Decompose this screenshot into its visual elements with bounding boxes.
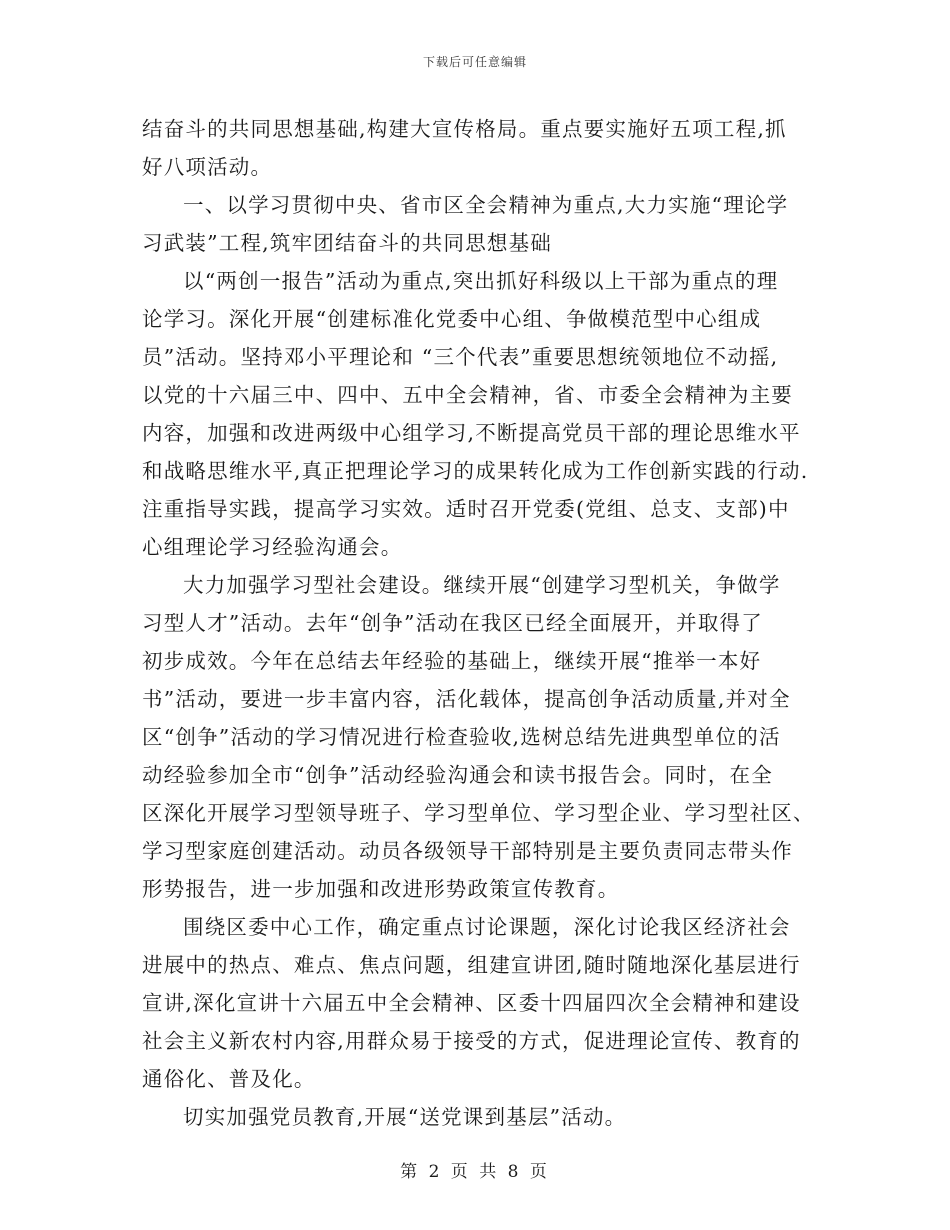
paragraph-line: 围绕区委中心工作，确定重点讨论课题，深化讨论我区经济社会 (183, 915, 791, 939)
paragraph-line: 大力加强学习型社会建设。继续开展“创建学习型机关，争做学 (183, 573, 781, 597)
section-heading-line: 习武装”工程,筑牢团结奋斗的共同思想基础 (142, 231, 552, 255)
paragraph-line: 学习型家庭创建活动。动员各级领导干部特别是主要负责同志带头作 (142, 839, 793, 863)
paragraph-line: 注重指导实践，提高学习实效。适时召开党委(党组、总支、支部)中 (142, 497, 790, 521)
paragraph-line: 以党的十六届三中、四中、五中全会精神，省、市委全会精神为主要 (142, 383, 793, 407)
paragraph-line: 切实加强党员教育,开展“送党课到基层”活动。 (183, 1105, 627, 1129)
paragraph-line: 动经验参加全市“创争”活动经验沟通会和读书报告会。同时，在全 (142, 763, 773, 787)
paragraph-line: 员”活动。坚持邓小平理论和 “三个代表”重要思想统领地位不动摇, (142, 345, 779, 369)
section-heading-line: 一、以学习贯彻中央、省市区全会精神为重点,大力实施“理论学 (183, 193, 789, 217)
paragraph-line: 心组理论学习经验沟通会。 (142, 535, 403, 559)
paragraph-line: 好八项活动。 (142, 155, 273, 179)
paragraph-line: 内容，加强和改进两级中心组学习,不断提高党员干部的理论思维水平 (142, 421, 801, 445)
paragraph-line: 通俗化、普及化。 (142, 1067, 316, 1091)
paragraph-line: 形势报告，进一步加强和改进形势政策宣传教育。 (142, 877, 620, 901)
paragraph-line: 初步成效。今年在总结去年经验的基础上，继续开展“推举一本好 (142, 649, 762, 673)
paragraph-line: 书”活动，要进一步丰富内容，活化载体，提高创争活动质量,并对全 (142, 687, 791, 711)
paragraph-line: 进展中的热点、难点、焦点问题，组建宣讲团,随时随地深化基层进行 (142, 953, 801, 977)
paragraph-line: 宣讲,深化宣讲十六届五中全会精神、区委十四届四次全会精神和建设 (142, 991, 801, 1015)
paragraph-line: 以“两创一报告”活动为重点,突出抓好科级以上干部为重点的理 (183, 269, 779, 293)
paragraph-line: 和战略思维水平,真正把理论学习的成果转化成为工作创新实践的行动. (142, 459, 809, 483)
header-note: 下载后可任意编辑 (422, 55, 527, 69)
body-text (142, 110, 815, 1136)
paragraph-line: 区深化开展学习型领导班子、学习型单位、学习型企业、学习型社区、 (142, 801, 815, 825)
paragraph-line: 社会主义新农村内容,用群众易于接受的方式，促进理论宣传、教育的 (142, 1029, 801, 1053)
paragraph-line: 区“创争”活动的学习情况进行检查验收,选树总结先进典型单位的活 (142, 725, 781, 749)
page-number-footer: 第 2 页 共 8 页 (400, 1162, 550, 1182)
paragraph-line: 结奋斗的共同思想基础,构建大宣传格局。重点要实施好五项工程,抓 (142, 117, 787, 141)
paragraph-line: 论学习。深化开展“创建标准化党委中心组、争做模范型中心组成 (142, 307, 762, 331)
paragraph-line: 习型人才”活动。去年“创争”活动在我区已经全面展开，并取得了 (142, 611, 763, 635)
